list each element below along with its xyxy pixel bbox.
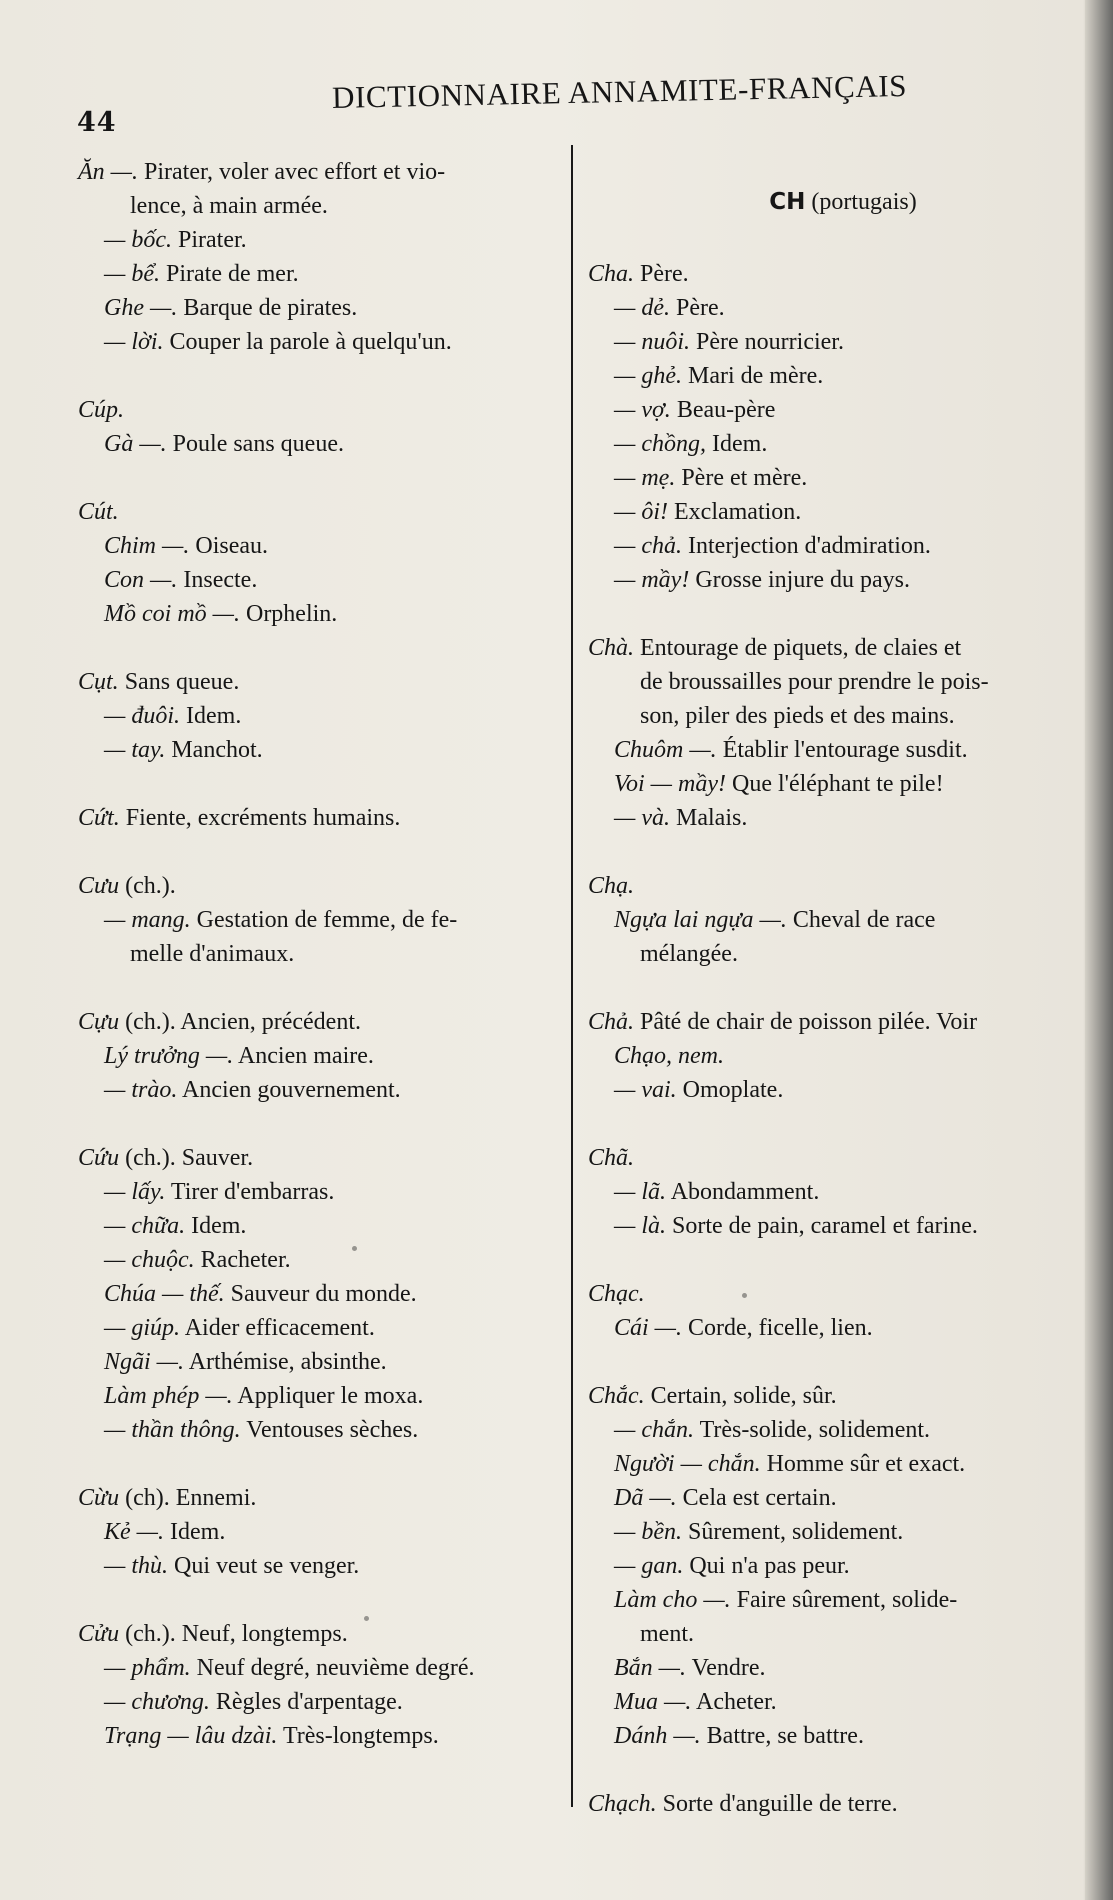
headword: Chạch. [588, 1791, 657, 1817]
vietnamese-phrase: Mồ coi mồ —. [104, 601, 240, 627]
entry-headline [78, 665, 568, 699]
entry-continuation [588, 699, 1080, 733]
vietnamese-phrase: — vai. [614, 1077, 677, 1103]
definition-text: Omoplate. [682, 1077, 784, 1103]
definition-text: Sûrement, solidement. [688, 1519, 904, 1545]
heading-spacer-2 [588, 223, 1080, 257]
entry-subline [78, 1685, 568, 1719]
definition-text: Mari de mère. [688, 363, 824, 389]
vietnamese-phrase: — ôi! [614, 499, 668, 525]
definition-text: Vendre. [691, 1655, 766, 1681]
entry-subline [78, 597, 568, 631]
vietnamese-phrase: — mang. [104, 907, 191, 933]
definition-text: Établir l'entourage susdit. [722, 737, 968, 763]
dictionary-entry [78, 1141, 568, 1447]
vietnamese-phrase: Cái —. [614, 1315, 683, 1341]
entry-subline [588, 359, 1080, 393]
entry-subline [78, 1039, 568, 1073]
definition-text: (ch.). Ancien, précédent. [125, 1009, 361, 1035]
definition-text: de broussailles pour prendre le pois- [640, 669, 989, 695]
dictionary-entry [78, 801, 568, 835]
vietnamese-phrase: — trào. [104, 1077, 178, 1103]
page-edge-shadow [1083, 0, 1113, 1900]
vietnamese-phrase: Bắn —. [614, 1655, 686, 1681]
entry-subline [78, 903, 568, 937]
vietnamese-phrase: Mua —. [614, 1689, 692, 1715]
definition-text: Poule sans queue. [172, 431, 344, 457]
definition-text: Battre, se battre. [706, 1723, 864, 1749]
vietnamese-phrase: Làm cho —. [614, 1587, 731, 1613]
column-divider [571, 145, 573, 1807]
vietnamese-phrase: — và. [614, 805, 670, 831]
definition-text: Faire sûrement, solide- [736, 1587, 958, 1613]
headword: Cứt. [78, 805, 120, 831]
entry-subline [588, 291, 1080, 325]
definition-text: mélangée. [640, 941, 738, 967]
dictionary-entry [588, 631, 1080, 835]
headword: Chà. [588, 635, 635, 661]
definition-text: Sorte de pain, caramel et farine. [672, 1213, 978, 1239]
ink-dot [364, 1616, 369, 1621]
definition-text: Pirater, voler avec effort et vio- [144, 159, 446, 185]
entry-subline [78, 1651, 568, 1685]
entry-continuation [588, 937, 1080, 971]
entry-continuation [588, 1617, 1080, 1651]
definition-text: Qui n'a pas peur. [689, 1553, 850, 1579]
headword: Cừu [78, 1485, 120, 1511]
vietnamese-phrase: Lý trưởng —. [104, 1043, 234, 1069]
dictionary-entry [78, 1005, 568, 1107]
entry-continuation [78, 189, 568, 223]
definition-text: Père et mère. [681, 465, 808, 491]
entry-subline [588, 1413, 1080, 1447]
vietnamese-phrase: Dã —. [614, 1485, 677, 1511]
entry-subline [78, 699, 568, 733]
definition-text: Gestation de femme, de fe- [196, 907, 458, 933]
right-column [588, 155, 1080, 1821]
definition-text: Insecte. [183, 567, 258, 593]
entry-subline [588, 733, 1080, 767]
dictionary-entry [588, 1141, 1080, 1243]
definition-text: son, piler des pieds et des mains. [640, 703, 955, 729]
headword: Cúp. [78, 397, 125, 423]
definition-text: Grosse injure du pays. [695, 567, 910, 593]
vietnamese-phrase: Ngãi —. [104, 1349, 185, 1375]
definition-text: (ch.). Neuf, longtemps. [125, 1621, 348, 1647]
entry-headline [78, 869, 568, 903]
entry-headline [78, 1005, 568, 1039]
entry-subline [78, 1209, 568, 1243]
dictionary-entry [78, 393, 568, 461]
dictionary-entry [78, 155, 568, 359]
vietnamese-phrase: — vợ. [614, 397, 671, 423]
right-column-entries [588, 257, 1080, 1821]
dictionary-entry [588, 1005, 1080, 1107]
entry-subline [78, 1515, 568, 1549]
entry-headline [78, 801, 568, 835]
vietnamese-phrase: Chạo, nem. [614, 1043, 724, 1069]
dictionary-entry [588, 1277, 1080, 1345]
entry-subline [78, 223, 568, 257]
vietnamese-phrase: Chuôm —. [614, 737, 717, 763]
entry-headline [588, 631, 1080, 665]
entry-subline [78, 1175, 568, 1209]
dictionary-entry [78, 495, 568, 631]
definition-text: lence, à main armée. [130, 193, 328, 219]
vietnamese-phrase: Làm phép —. [104, 1383, 233, 1409]
definition-text: Beau-père [676, 397, 776, 423]
definition-text: Très-solide, solidement. [699, 1417, 931, 1443]
entry-headline [588, 1379, 1080, 1413]
headword: Cứu [78, 1145, 120, 1171]
definition-text: Orphelin. [245, 601, 338, 627]
entry-subline [588, 1447, 1080, 1481]
ink-dot [742, 1293, 747, 1298]
entry-subline [588, 801, 1080, 835]
definition-text: Que l'éléphant te pile! [731, 771, 944, 797]
entry-subline [588, 495, 1080, 529]
vietnamese-phrase: — bền. [614, 1519, 682, 1545]
definition-text: Sans queue. [124, 669, 240, 695]
dictionary-entry [588, 1787, 1080, 1821]
definition-text: Appliquer le moxa. [237, 1383, 424, 1409]
definition-text: Homme sûr et exact. [766, 1451, 966, 1477]
vietnamese-phrase: — ghẻ. [614, 363, 682, 389]
entry-subline [588, 461, 1080, 495]
entry-subline [78, 1345, 568, 1379]
vietnamese-phrase: Kẻ —. [104, 1519, 164, 1545]
vietnamese-phrase: Trạng — lâu dzài. [104, 1723, 278, 1749]
definition-text: Neuf degré, neuvième degré. [196, 1655, 475, 1681]
dictionary-entry [78, 869, 568, 971]
entry-headline [78, 1617, 568, 1651]
entry-headline [588, 1005, 1080, 1039]
entry-headline [588, 1141, 1080, 1175]
entry-subline [588, 1073, 1080, 1107]
entry-subline [78, 1379, 568, 1413]
entry-continuation [588, 665, 1080, 699]
entry-subline [588, 1549, 1080, 1583]
definition-text: Oiseau. [195, 533, 269, 559]
vietnamese-phrase: — tay. [104, 737, 166, 763]
definition-text: Arthémise, absinthe. [188, 1349, 387, 1375]
vietnamese-phrase: Chim —. [104, 533, 190, 559]
entry-subline [78, 257, 568, 291]
headword: Cựu [78, 1009, 120, 1035]
section-heading-letters: CH [769, 189, 806, 215]
vietnamese-phrase: — lã. [614, 1179, 667, 1205]
definition-text: (ch). Ennemi. [125, 1485, 257, 1511]
entry-headline [78, 155, 568, 189]
vietnamese-phrase: — gan. [614, 1553, 684, 1579]
entry-subline [588, 1651, 1080, 1685]
vietnamese-phrase: — lời. [104, 329, 164, 355]
vietnamese-phrase: Người — chắn. [614, 1451, 761, 1477]
section-heading-note: (portugais) [811, 189, 917, 215]
dictionary-entry [588, 257, 1080, 597]
definition-text: ment. [640, 1621, 694, 1647]
definition-text: Idem. [170, 1519, 226, 1545]
definition-text: Père. [640, 261, 689, 287]
headword: Cụt. [78, 669, 119, 695]
entry-subline [588, 1685, 1080, 1719]
running-head: DICTIONNAIRE ANNAMITE-FRANÇAIS [331, 67, 908, 115]
definition-text: Sorte d'anguille de terre. [662, 1791, 898, 1817]
entry-subline [78, 733, 568, 767]
vietnamese-phrase: — chương. [104, 1689, 210, 1715]
ink-dot [352, 1246, 357, 1251]
entry-headline [588, 869, 1080, 903]
vietnamese-phrase: — nuôi. [614, 329, 691, 355]
entry-subline [588, 1175, 1080, 1209]
entry-headline [78, 495, 568, 529]
definition-text: Barque de pirates. [183, 295, 358, 321]
entry-subline [588, 427, 1080, 461]
entry-subline [588, 529, 1080, 563]
definition-text: melle d'animaux. [130, 941, 295, 967]
vietnamese-phrase: Gà —. [104, 431, 167, 457]
definition-text: Ancien maire. [237, 1043, 374, 1069]
definition-text: Idem. [186, 703, 242, 729]
definition-text: Cela est certain. [682, 1485, 837, 1511]
entry-subline [78, 529, 568, 563]
entry-headline [588, 1277, 1080, 1311]
definition-text: Cheval de race [792, 907, 936, 933]
definition-text: Qui veut se venger. [174, 1553, 360, 1579]
entry-headline [588, 1787, 1080, 1821]
definition-text: Abondamment. [670, 1179, 820, 1205]
dictionary-entry [588, 1379, 1080, 1753]
definition-text: Idem. [191, 1213, 247, 1239]
vietnamese-phrase: — chả. [614, 533, 682, 559]
vietnamese-phrase: — chuộc. [104, 1247, 195, 1273]
entry-subline [588, 393, 1080, 427]
definition-text: Père. [676, 295, 725, 321]
definition-text: Père nourricier. [696, 329, 844, 355]
entry-subline [588, 1515, 1080, 1549]
vietnamese-phrase: — giúp. [104, 1315, 181, 1341]
entry-subline [78, 291, 568, 325]
vietnamese-phrase: Ngựa lai ngựa —. [614, 907, 787, 933]
entry-subline [588, 903, 1080, 937]
vietnamese-phrase: — chồng, [614, 431, 706, 457]
entry-subline [588, 563, 1080, 597]
definition-text: (ch.). Sauver. [125, 1145, 254, 1171]
headword: Ăn —. [78, 159, 138, 185]
vietnamese-phrase: — đuôi. [104, 703, 181, 729]
vietnamese-phrase: — mẹ. [614, 465, 676, 491]
vietnamese-phrase: — phẩm. [104, 1655, 191, 1681]
entry-subline [78, 1277, 568, 1311]
entry-subline [588, 1039, 1080, 1073]
entry-continuation [78, 937, 568, 971]
entry-headline [78, 393, 568, 427]
entry-subline [78, 427, 568, 461]
definition-text: Entourage de piquets, de claies et [640, 635, 962, 661]
headword: Chã. [588, 1145, 635, 1171]
vietnamese-phrase: — thù. [104, 1553, 169, 1579]
headword: Cửu [78, 1621, 120, 1647]
section-heading [588, 185, 1080, 219]
vietnamese-phrase: — lấy. [104, 1179, 166, 1205]
definition-text: Exclamation. [674, 499, 802, 525]
vietnamese-phrase: — chữa. [104, 1213, 186, 1239]
entry-subline [588, 767, 1080, 801]
definition-text: Ventouses sèches. [246, 1417, 419, 1443]
entry-subline [78, 1073, 568, 1107]
entry-headline [78, 1481, 568, 1515]
definition-text: Pirater. [178, 227, 247, 253]
entry-subline [78, 1243, 568, 1277]
entry-subline [78, 1719, 568, 1753]
entry-subline [588, 1311, 1080, 1345]
entry-subline [78, 563, 568, 597]
dictionary-entry [78, 1617, 568, 1753]
entry-subline [588, 1719, 1080, 1753]
headword: Chạ. [588, 873, 635, 899]
entry-subline [588, 1481, 1080, 1515]
definition-text: Malais. [676, 805, 748, 831]
definition-text: Manchot. [171, 737, 263, 763]
vietnamese-phrase: — bể. [104, 261, 160, 287]
headword: Cha. [588, 261, 635, 287]
vietnamese-phrase: — thần thông. [104, 1417, 241, 1443]
definition-text: Très-longtemps. [282, 1723, 439, 1749]
definition-text: Certain, solide, sûr. [650, 1383, 837, 1409]
definition-text: Règles d'arpentage. [215, 1689, 403, 1715]
vietnamese-phrase: — là. [614, 1213, 667, 1239]
dictionary-entry [588, 869, 1080, 971]
vietnamese-phrase: — bốc. [104, 227, 172, 253]
vietnamese-phrase: Chúa — thế. [104, 1281, 225, 1307]
definition-text: Couper la parole à quelqu'un. [169, 329, 452, 355]
vietnamese-phrase: — chắn. [614, 1417, 694, 1443]
vietnamese-phrase: Dánh —. [614, 1723, 701, 1749]
definition-text: Racheter. [200, 1247, 291, 1273]
definition-text: Ancien gouvernement. [182, 1077, 401, 1103]
entry-subline [588, 1583, 1080, 1617]
entry-subline [78, 1549, 568, 1583]
definition-text: Pâté de chair de poisson pilée. Voir [640, 1009, 978, 1035]
definition-text: Aider efficacement. [184, 1315, 375, 1341]
definition-text: Tirer d'embarras. [170, 1179, 335, 1205]
dictionary-entry [78, 1481, 568, 1583]
vietnamese-phrase: — mầy! [614, 567, 690, 593]
vietnamese-phrase: Ghe —. [104, 295, 178, 321]
definition-text: Corde, ficelle, lien. [688, 1315, 873, 1341]
entry-subline [78, 1311, 568, 1345]
definition-text: Idem. [712, 431, 768, 457]
definition-text: Acheter. [696, 1689, 777, 1715]
vietnamese-phrase: — dẻ. [614, 295, 670, 321]
headword: Chả. [588, 1009, 635, 1035]
entry-subline [588, 1209, 1080, 1243]
page-number: 44 [77, 107, 117, 138]
definition-text: Interjection d'admiration. [688, 533, 931, 559]
definition-text: (ch.). [125, 873, 176, 899]
definition-text: Sauveur du monde. [230, 1281, 417, 1307]
headword: Chạc. [588, 1281, 645, 1307]
vietnamese-phrase: Voi — mầy! [614, 771, 726, 797]
entry-headline [78, 1141, 568, 1175]
headword: Cưu [78, 873, 120, 899]
entry-subline [78, 325, 568, 359]
entry-headline [588, 257, 1080, 291]
headword: Cút. [78, 499, 119, 525]
left-column [78, 155, 568, 1753]
definition-text: Fiente, excréments humains. [125, 805, 401, 831]
headword: Chắc. [588, 1383, 645, 1409]
vietnamese-phrase: Con —. [104, 567, 178, 593]
definition-text: Pirate de mer. [166, 261, 299, 287]
dictionary-entry [78, 665, 568, 767]
entry-subline [588, 325, 1080, 359]
entry-subline [78, 1413, 568, 1447]
